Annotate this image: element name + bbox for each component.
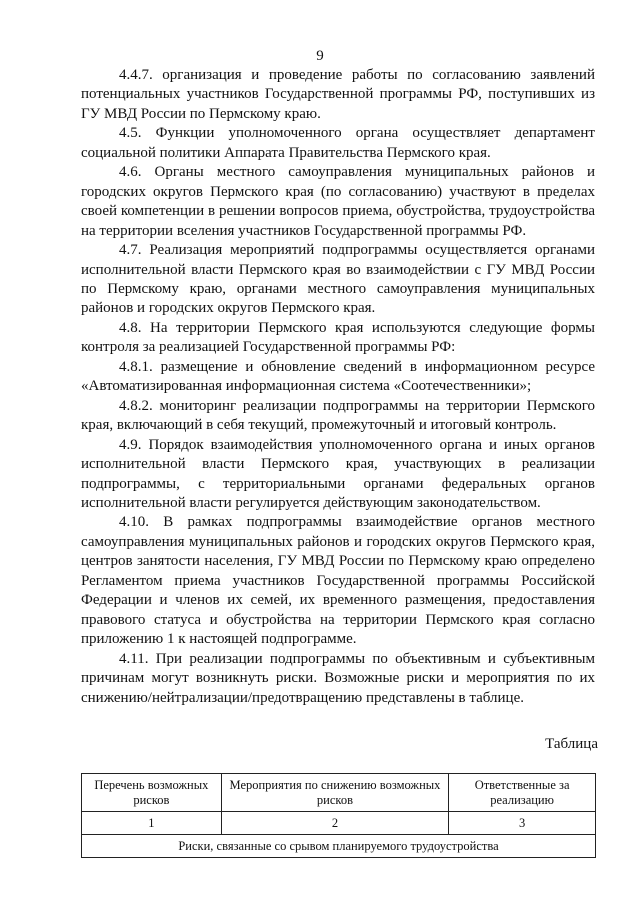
paragraph-4-9: 4.9. Порядок взаимодействия уполномоченного органа и иных органов исполнительной власти Пермского края, участвующих в реализации подпрограммы, с территориальными органами федеральных органов исполнительной власти регулируется действующим законодательством.	[81, 436, 595, 511]
column-number-3: 3	[449, 812, 596, 835]
table-header-row	[82, 774, 596, 812]
paragraph-4-6: 4.6. Органы местного самоуправления муниципальных районов и городских округов Пермского края (по согласованию) участвуют в пределах своей компетенции в решении вопросов приема, обустройства, трудоустройства на территории вселения участников Государственной программы РФ.	[81, 164, 595, 239]
paragraph-4-5: 4.5. Функции уполномоченного органа осуществляет департамент социальной политики Аппарата Правительства Пермского края.	[81, 125, 595, 161]
paragraph-4-8: 4.8. На территории Пермского края используются следующие формы контроля за реализацией Государственной программы РФ:	[81, 319, 595, 356]
section-heading-employment-risks: Риски, связанные со срывом планируемого трудоустройства	[82, 835, 596, 858]
header-risks-list: Перечень возможных рисков	[82, 774, 222, 812]
column-number-2: 2	[221, 812, 448, 835]
table-caption: Таблица	[545, 736, 598, 752]
header-mitigation-measures: Мероприятия по снижению возможных рисков	[221, 774, 448, 812]
paragraph-4-8-2: 4.8.2. мониторинг реализации подпрограммы на территории Пермского края, включающий в себя текущий, промежуточный и итоговый контроль.	[81, 397, 595, 434]
risks-table	[81, 773, 596, 858]
page-number: 9	[316, 48, 324, 64]
column-number-1: 1	[82, 812, 222, 835]
paragraph-4-11: 4.11. При реализации подпрограммы по объективным и субъективным причинам могут возникнуть риски. Возможные риски и мероприятия по их снижению/нейтрализации/предотвращению представлены в таблице.	[81, 650, 595, 706]
paragraph-4-10: 4.10. В рамках подпрограммы взаимодействие органов местного самоуправления муниципальных районов и городских округов Пермского края, центров занятости населения, ГУ МВД России по Пермскому краю определено Регламентом приема участников Государственной программы Российской Федерации и членов их семей, их временного размещения, предоставления правового статуса и обустройства на территории Пермского края согласно приложению 1 к настоящей подпрограмме.	[81, 514, 595, 648]
paragraph-4-8-1: 4.8.1. размещение и обновление сведений в информационном ресурсе «Автоматизированная информационная система «Соотечественники»;	[81, 358, 595, 395]
body-text	[81, 66, 595, 708]
table-column-numbers-row	[82, 812, 596, 835]
header-responsible: Ответственные за реализацию	[449, 774, 596, 812]
table-section-row	[82, 835, 596, 858]
paragraph-4-4-7: 4.4.7. организация и проведение работы по согласованию заявлений потенциальных участников Государственной программы РФ, поступивших из ГУ МВД России по Пермскому краю.	[81, 67, 595, 122]
paragraph-4-7: 4.7. Реализация мероприятий подпрограммы осуществляется органами исполнительной власти Пермского края во взаимодействии с ГУ МВД России по Пермскому краю, органами местного самоуправления муниципальных районов и городских округов Пермского края.	[81, 242, 595, 317]
